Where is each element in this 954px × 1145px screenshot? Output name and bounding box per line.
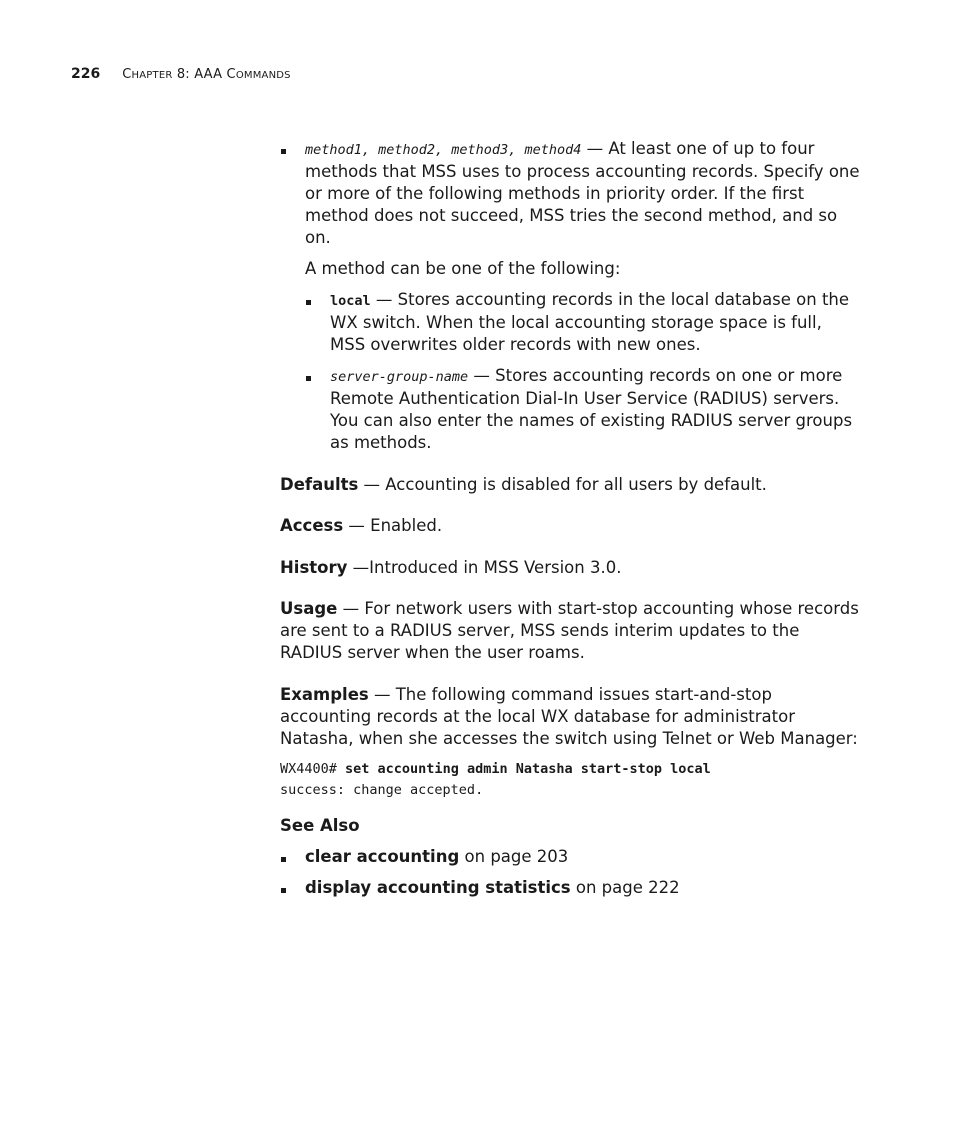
- access-paragraph: [280, 515, 860, 537]
- usage-text: — For network users with start-stop accounting whose records are sent to a RADIUS server, MSS sends interim updates to the RADIUS server when the user roams.: [280, 599, 859, 662]
- examples-paragraph: [280, 684, 860, 750]
- see-also-page-ref: on page 203: [459, 847, 569, 866]
- method-local-text: — Stores accounting records in the local database on the WX switch. When the local accounting storage space is full, MSS overwrites older records with new ones.: [330, 290, 850, 354]
- code-prompt: WX4400#: [280, 761, 346, 777]
- main-content: [280, 138, 860, 899]
- examples-label: Examples: [280, 685, 369, 704]
- methods-text: — At least one of up to four methods that MSS uses to process accounting records. Specify one or more of the following methods in priority order. If the first method does not succeed, MSS tries the second method, and so on.: [305, 139, 860, 247]
- defaults-paragraph: [280, 474, 860, 496]
- see-also-page-ref: on page 222: [570, 878, 680, 897]
- history-label: History: [280, 558, 348, 577]
- see-also-list: [280, 846, 860, 899]
- methods-bullet: [280, 138, 860, 249]
- code-output: success: change accepted.: [280, 782, 484, 798]
- see-also-heading: See Also: [280, 816, 360, 835]
- methods-code: method1, method2, method3, method4: [305, 142, 582, 158]
- page-number: 226: [71, 66, 101, 82]
- chapter-title: CHAPTER 8: AAA COMMANDS: [122, 67, 291, 82]
- defaults-text: — Accounting is disabled for all users by default.: [358, 475, 767, 494]
- see-also-link-display-accounting-statistics[interactable]: display accounting statistics: [305, 878, 571, 897]
- history-paragraph: [280, 557, 860, 579]
- examples-text: — The following command issues start-and-stop accounting records at the local WX database for administrator Natasha, when she accesses the switch using Telnet or Web Manager:: [280, 685, 858, 748]
- method-intro: A method can be one of the following:: [305, 259, 621, 278]
- code-command-line: [280, 759, 860, 780]
- code-example: [280, 759, 860, 801]
- usage-paragraph: [280, 598, 860, 664]
- access-label: Access: [280, 516, 344, 535]
- code-command: set accounting admin Natasha start-stop local: [345, 761, 711, 777]
- see-also-item: [280, 846, 860, 868]
- access-text: — Enabled.: [343, 516, 443, 535]
- usage-label: Usage: [280, 599, 338, 618]
- page-header: [71, 66, 291, 82]
- defaults-label: Defaults: [280, 475, 359, 494]
- method-list: [280, 289, 860, 454]
- method-server-group-text: — Stores accounting records on one or more Remote Authentication Dial-In User Service (RADIUS) servers. You can also enter the names of existing RADIUS server groups as methods.: [330, 366, 853, 452]
- method-server-group-code: server-group-name: [330, 369, 469, 385]
- see-also-link-clear-accounting[interactable]: clear accounting: [305, 847, 460, 866]
- method-local-code: local: [330, 293, 371, 309]
- history-text: —Introduced in MSS Version 3.0.: [347, 558, 622, 577]
- see-also-item: [280, 877, 860, 899]
- method-local-item: [305, 289, 860, 356]
- method-server-group-item: [305, 365, 860, 454]
